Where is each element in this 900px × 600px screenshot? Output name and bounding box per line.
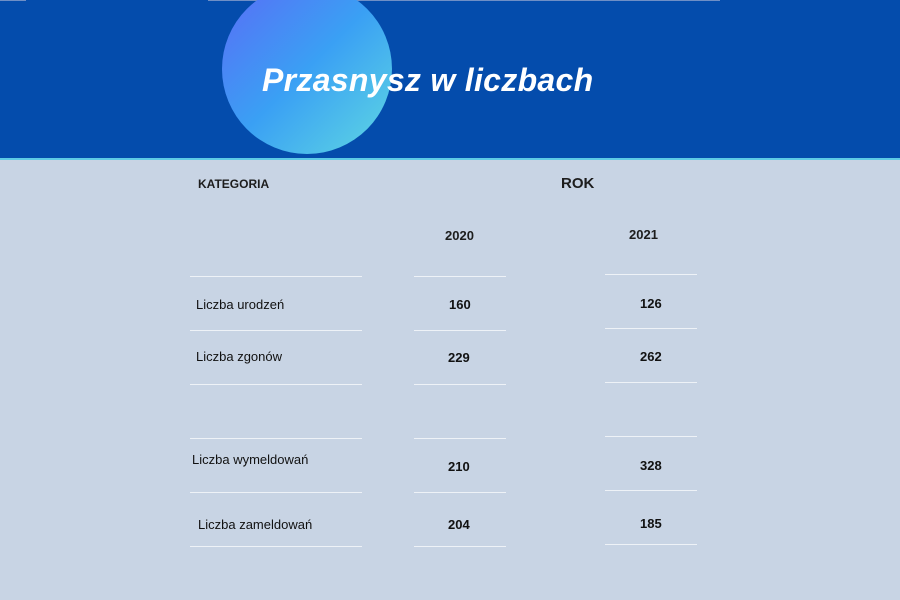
category-header: KATEGORIA	[198, 177, 270, 191]
row-divider	[190, 438, 362, 439]
header-divider	[0, 158, 900, 160]
header-banner	[0, 0, 900, 158]
row-divider	[190, 384, 362, 385]
row-label-registrations: Liczba zameldowań	[198, 517, 313, 532]
row-divider	[190, 330, 362, 331]
row-divider	[414, 546, 506, 547]
year-2020-header: 2020	[445, 228, 474, 243]
row-divider	[414, 276, 506, 277]
row-divider	[414, 330, 506, 331]
registrations-2020-value: 204	[448, 517, 470, 532]
deaths-2021-value: 262	[640, 349, 662, 364]
deregistrations-2020-value: 210	[448, 459, 470, 474]
deaths-2020-value: 229	[448, 350, 470, 365]
births-2021-value: 126	[640, 296, 662, 311]
year-2021-header: 2021	[629, 227, 658, 242]
row-divider	[605, 544, 697, 545]
row-divider	[190, 492, 362, 493]
row-divider	[605, 436, 697, 437]
row-divider	[414, 384, 506, 385]
row-label-births: Liczba urodzeń	[196, 297, 285, 312]
row-divider	[605, 328, 697, 329]
top-rule-left	[0, 0, 26, 1]
row-divider	[190, 276, 362, 277]
row-divider	[414, 438, 506, 439]
deregistrations-2021-value: 328	[640, 458, 662, 473]
row-divider	[605, 274, 697, 275]
row-divider	[605, 490, 697, 491]
row-divider	[190, 546, 362, 547]
row-divider	[414, 492, 506, 493]
row-label-deaths: Liczba zgonów	[196, 349, 282, 364]
registrations-2021-value: 185	[640, 516, 662, 531]
births-2020-value: 160	[449, 297, 471, 312]
page-title: Przasnysz w liczbach	[262, 62, 594, 98]
year-header: ROK	[561, 175, 595, 192]
row-label-deregistrations: Liczba wymeldowań	[192, 452, 309, 467]
row-divider	[605, 382, 697, 383]
